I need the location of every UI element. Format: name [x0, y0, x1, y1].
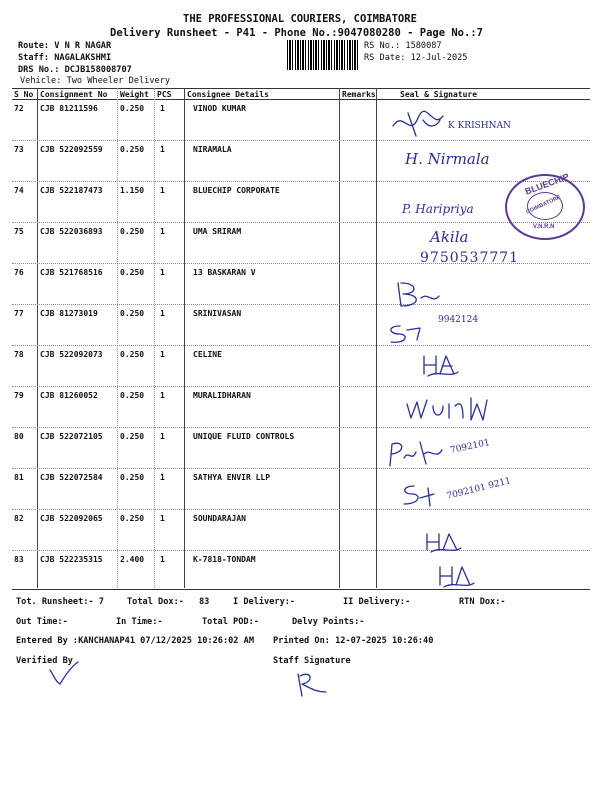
signature-80-text: 7092101 — [449, 437, 491, 457]
company-title: THE PROFESSIONAL COURIERS, COIMBATORE — [183, 13, 417, 25]
row-pcs: 1 — [160, 350, 165, 359]
col-remarks: Remarks — [342, 90, 376, 99]
col-seal-signature: Seal & Signature — [400, 90, 478, 99]
row-consignment-no: CJB 522092559 — [40, 145, 103, 154]
row-consignee: UNIQUE FLUID CONTROLS — [193, 432, 295, 441]
staff-signature-label: Staff Signature — [273, 656, 351, 666]
row-consignment-no: CJB 81273019 — [40, 309, 98, 318]
in-time: In Time:- — [116, 617, 163, 627]
stamp-top-text: BLUECHIP — [523, 171, 571, 197]
total-dox-value: 83 — [199, 597, 210, 607]
row-weight: 0.250 — [120, 514, 145, 523]
row-sno: 82 — [14, 514, 24, 523]
row-pcs: 1 — [160, 309, 165, 318]
tot-runsheet: Tot. Runsheet:- 7 — [16, 597, 104, 607]
col-sep — [376, 88, 377, 588]
row-sno: 79 — [14, 391, 24, 400]
signature-78 — [420, 352, 460, 378]
signature-80 — [386, 438, 446, 470]
row-sno: 75 — [14, 227, 24, 236]
row-consignee: SOUNDARAJAN — [193, 514, 246, 523]
ii-delivery: II Delivery:- — [343, 597, 411, 607]
stamp-center-text: COIMBATORE — [525, 194, 562, 216]
row-sno: 77 — [14, 309, 24, 318]
row-consignment-no: CJB 522187473 — [40, 186, 103, 195]
company-stamp — [505, 171, 585, 240]
row-pcs: 1 — [160, 145, 165, 154]
col-sep — [154, 88, 155, 588]
rs-number: RS No.: 1580087 — [364, 41, 442, 51]
row-pcs: 1 — [160, 268, 165, 277]
row-weight: 0.250 — [120, 473, 145, 482]
stamp-bottom-text: V.N.R.N — [533, 224, 555, 230]
signature-81-text: 7092101 9211 — [445, 476, 513, 502]
row-weight: 0.250 — [120, 350, 145, 359]
row-consignee: K-7818-TONDAM — [193, 555, 256, 564]
signature-75-phone: 9750537771 — [420, 250, 520, 266]
row-sno: 83 — [14, 555, 24, 564]
row-pcs: 1 — [160, 473, 165, 482]
row-pcs: 1 — [160, 186, 165, 195]
total-pod: Total POD:- — [202, 617, 259, 627]
row-consignee: CELINE — [193, 350, 222, 359]
row-consignment-no: CJB 522072584 — [40, 473, 103, 482]
row-pcs: 1 — [160, 432, 165, 441]
signature-77 — [385, 320, 430, 348]
row-divider — [12, 468, 590, 469]
col-consignee: Consignee Details — [187, 90, 269, 99]
row-consignment-no: CJB 81260052 — [40, 391, 98, 400]
row-divider — [12, 222, 590, 223]
row-divider — [12, 304, 590, 305]
staff-signature-mark — [292, 670, 332, 698]
col-weight: Weight — [120, 90, 149, 99]
signature-76 — [393, 278, 443, 308]
col-sep — [339, 88, 340, 588]
row-weight: 0.250 — [120, 391, 145, 400]
i-delivery: I Delivery:- — [233, 597, 296, 607]
row-weight: 2.400 — [120, 555, 145, 564]
col-sep — [37, 88, 38, 588]
signature-72-text: K KRISHNAN — [448, 121, 511, 131]
row-consignment-no: CJB 522036893 — [40, 227, 103, 236]
col-consignment: Consignment No — [40, 90, 108, 99]
runsheet-subtitle: Delivery Runsheet - P41 - Phone No.:9047080280 - Page No.:7 — [110, 27, 483, 39]
row-consignment-no: CJB 81211596 — [40, 104, 98, 113]
row-consignment-no: CJB 522092065 — [40, 514, 103, 523]
row-sno: 73 — [14, 145, 24, 154]
row-divider — [12, 386, 590, 387]
signature-74: P. Haripriya — [402, 202, 474, 216]
printed-on: Printed On: 12-07-2025 10:26:40 — [273, 636, 434, 646]
col-sep — [117, 88, 118, 588]
delvy-points: Delvy Points:- — [292, 617, 365, 627]
row-divider — [12, 550, 590, 551]
row-weight: 0.250 — [120, 432, 145, 441]
row-consignee: UMA SRIRAM — [193, 227, 242, 236]
signature-81 — [400, 482, 440, 508]
row-sno: 80 — [14, 432, 24, 441]
drs-number: DRS No.: DCJB158008707 — [18, 65, 132, 75]
row-consignee: SATHYA ENVIR LLP — [193, 473, 271, 482]
row-consignee: MURALIDHARAN — [193, 391, 251, 400]
col-pcs: PCS — [157, 90, 172, 99]
out-time: Out Time:- — [16, 617, 68, 627]
row-weight: 0.250 — [120, 309, 145, 318]
rtn-dox: RTN Dox:- — [459, 597, 506, 607]
signature-77-text: 9942124 — [438, 315, 479, 325]
table-bottom-rule — [12, 589, 590, 590]
row-pcs: 1 — [160, 391, 165, 400]
barcode — [287, 40, 359, 70]
row-pcs: 1 — [160, 104, 165, 113]
signature-75-name: Akila — [430, 228, 469, 246]
row-weight: 0.250 — [120, 145, 145, 154]
row-consignee: BLUECHIP CORPORATE — [193, 186, 280, 195]
row-weight: 0.250 — [120, 104, 145, 113]
table-header-rule — [12, 99, 590, 100]
row-consignment-no: CJB 522072105 — [40, 432, 103, 441]
row-divider — [12, 181, 590, 182]
col-sep — [184, 88, 185, 588]
signature-83 — [436, 563, 476, 591]
row-consignee: SRINIVASAN — [193, 309, 242, 318]
row-sno: 74 — [14, 186, 24, 195]
row-consignee: VINOD KUMAR — [193, 104, 246, 113]
row-sno: 72 — [14, 104, 24, 113]
row-sno: 76 — [14, 268, 24, 277]
staff-label: Staff: NAGALAKSHMI — [18, 53, 112, 63]
row-consignment-no: CJB 522092073 — [40, 350, 103, 359]
row-consignment-no: CJB 522235315 — [40, 555, 103, 564]
total-dox-label: Total Dox:- — [127, 597, 184, 607]
verified-check-mark — [46, 660, 82, 688]
rs-date: RS Date: 12-Jul-2025 — [364, 53, 468, 63]
verified-by: Verified By — [16, 656, 73, 666]
row-divider — [12, 140, 590, 141]
table-top-rule — [12, 88, 590, 89]
row-divider — [12, 427, 590, 428]
row-weight: 1.150 — [120, 186, 145, 195]
vehicle-label: Vehicle: Two Wheeler Delivery — [20, 76, 171, 86]
row-consignee: 13 BASKARAN V — [193, 268, 256, 277]
row-weight: 0.250 — [120, 227, 145, 236]
row-divider — [12, 509, 590, 510]
row-pcs: 1 — [160, 227, 165, 236]
signature-79 — [403, 394, 493, 422]
route-label: Route: V N R NAGAR — [18, 41, 112, 51]
row-pcs: 1 — [160, 514, 165, 523]
row-consignee: NIRAMALA — [193, 145, 232, 154]
row-pcs: 1 — [160, 555, 165, 564]
row-sno: 78 — [14, 350, 24, 359]
entered-by: Entered By :KANCHANAP41 07/12/2025 10:26:02 AM — [16, 636, 254, 646]
row-divider — [12, 345, 590, 346]
row-weight: 0.250 — [120, 268, 145, 277]
signature-73: H. Nirmala — [405, 150, 490, 168]
row-consignment-no: CJB 521768516 — [40, 268, 103, 277]
signature-82 — [423, 530, 463, 554]
row-sno: 81 — [14, 473, 24, 482]
col-sno: S No — [14, 90, 34, 99]
